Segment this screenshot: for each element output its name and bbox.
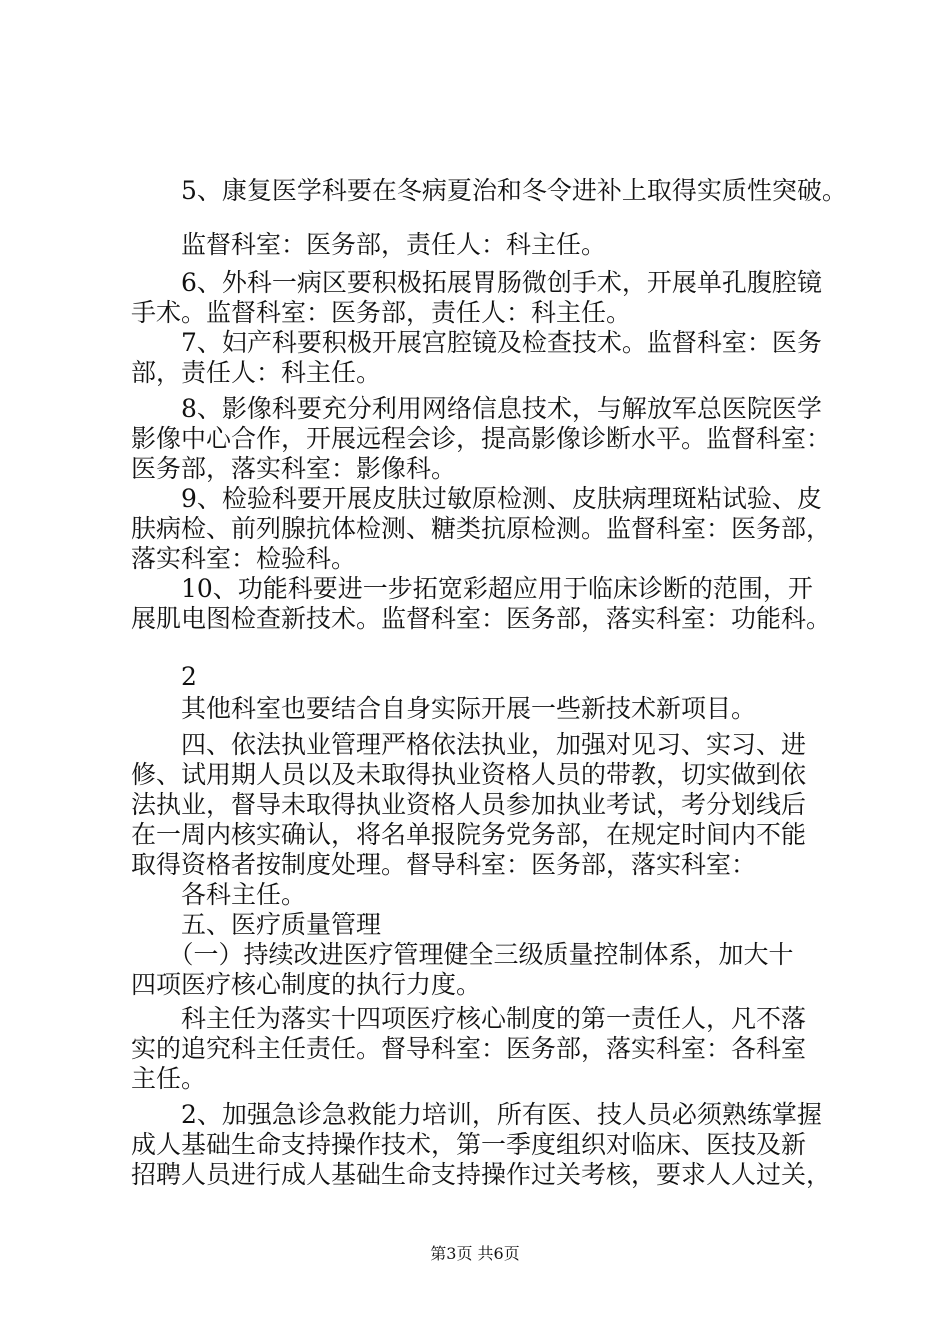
text-line: 手术。监督科室：医务部，责任人：科主任。	[131, 298, 632, 327]
text-line: 肤病检、前列腺抗体检测、糖类抗原检测。监督科室：医务部，	[131, 514, 832, 543]
text-line: 8、影像科要充分利用网络信息技术，与解放军总医院医学	[131, 394, 822, 423]
text-line: 在一周内核实确认，将名单报院务党务部，在规定时间内不能	[131, 820, 807, 849]
text-line: 招聘人员进行成人基础生命支持操作过关考核，要求人人过关，	[131, 1160, 832, 1189]
text-line: 主任。	[131, 1064, 207, 1093]
text-line: 9、检验科要开展皮肤过敏原检测、皮肤病理斑粘试验、皮	[131, 484, 822, 513]
text-line: 四项医疗核心制度的执行力度。	[131, 970, 482, 999]
text-line: 部，责任人：科主任。	[131, 358, 382, 387]
text-line: 取得资格者按制度处理。督导科室：医务部，落实科室：	[131, 850, 757, 879]
text-line: 2	[131, 662, 197, 691]
text-line: 法执业，督导未取得执业资格人员参加执业考试，考分划线后	[131, 790, 807, 819]
text-line: 影像中心合作，开展远程会诊，提高影像诊断水平。监督科室：	[131, 424, 832, 453]
text-line: 医务部，落实科室：影像科。	[131, 454, 457, 483]
text-line: 监督科室：医务部，责任人：科主任。	[131, 230, 607, 259]
text-line: 科主任为落实十四项医疗核心制度的第一责任人，凡不落	[131, 1004, 807, 1033]
text-line: 落实科室：检验科。	[131, 544, 357, 573]
text-line: 成人基础生命支持操作技术，第一季度组织对临床、医技及新	[131, 1130, 807, 1159]
text-line: 2、加强急诊急救能力培训，所有医、技人员必须熟练掌握	[131, 1100, 822, 1129]
text-line: （一）持续改进医疗管理健全三级质量控制体系，加大十	[131, 940, 794, 969]
text-line: 各科主任。	[131, 880, 307, 909]
text-line: 展肌电图检查新技术。监督科室：医务部，落实科室：功能科。	[131, 604, 832, 633]
text-line: 6、外科一病区要积极拓展胃肠微创手术，开展单孔腹腔镜	[131, 268, 822, 297]
text-line: 四、依法执业管理严格依法执业，加强对见习、实习、进	[131, 730, 807, 759]
text-line: 其他科室也要结合自身实际开展一些新技术新项目。	[131, 694, 757, 723]
text-line: 7、妇产科要积极开展宫腔镜及检查技术。监督科室：医务	[131, 328, 822, 357]
text-line: 实的追究科主任责任。督导科室：医务部，落实科室：各科室	[131, 1034, 807, 1063]
text-line: 五、医疗质量管理	[131, 910, 382, 939]
text-line: 修、试用期人员以及未取得执业资格人员的带教，切实做到依	[131, 760, 807, 789]
text-line: 5、康复医学科要在冬病夏治和冬令进补上取得实质性突破。	[131, 176, 847, 205]
text-line: 10、功能科要进一步拓宽彩超应用于临床诊断的范围，开	[131, 574, 813, 603]
page-footer: 第3页 共6页	[430, 1244, 520, 1263]
